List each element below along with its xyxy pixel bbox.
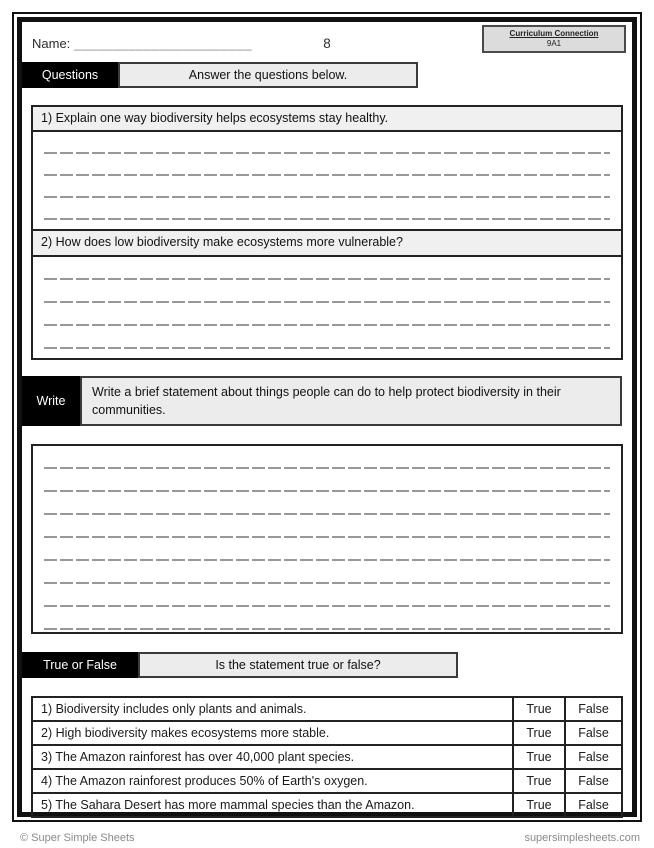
curriculum-code: 9A1 <box>546 39 562 48</box>
answer-line[interactable] <box>33 607 621 630</box>
curriculum-connection-box <box>482 25 626 53</box>
answer-line[interactable] <box>33 561 621 584</box>
answer-line[interactable] <box>33 132 621 154</box>
true-false-section-instruction: Is the statement true or false? <box>138 652 458 678</box>
copyright-text: © Super Simple Sheets <box>20 832 135 844</box>
answer-line[interactable] <box>33 257 621 280</box>
statement-3: 3) The Amazon rainforest has over 40,000 plant species. <box>32 745 513 769</box>
answer-line[interactable] <box>33 176 621 198</box>
worksheet <box>22 22 632 812</box>
false-option-2[interactable]: False <box>565 721 622 745</box>
true-false-section-band <box>22 652 632 678</box>
answer-line[interactable] <box>33 198 621 220</box>
question-2-answer-area[interactable] <box>33 257 621 358</box>
curriculum-title: Curriculum Connection <box>509 29 599 38</box>
statement-5: 5) The Sahara Desert has more mammal species than the Amazon. <box>32 793 513 817</box>
answer-line[interactable] <box>33 154 621 176</box>
page-number: 8 <box>323 35 331 51</box>
website-link: supersimplesheets.com <box>524 832 640 844</box>
false-option-1[interactable]: False <box>565 697 622 721</box>
true-option-3[interactable]: True <box>513 745 565 769</box>
answer-line[interactable] <box>33 515 621 538</box>
answer-line[interactable] <box>33 538 621 561</box>
answer-line[interactable] <box>33 326 621 349</box>
true-false-table <box>31 696 623 818</box>
true-option-2[interactable]: True <box>513 721 565 745</box>
false-option-4[interactable]: False <box>565 769 622 793</box>
questions-section-label: Questions <box>22 62 118 88</box>
page-footer <box>20 832 640 844</box>
questions-box <box>31 105 623 360</box>
table-row <box>32 769 622 793</box>
name-blank-line[interactable]: _______________________ <box>74 35 253 51</box>
false-option-5[interactable]: False <box>565 793 622 817</box>
true-option-5[interactable]: True <box>513 793 565 817</box>
table-row <box>32 721 622 745</box>
true-false-section-label: True or False <box>22 652 138 678</box>
answer-line[interactable] <box>33 492 621 515</box>
page-frame <box>12 12 642 822</box>
true-option-1[interactable]: True <box>513 697 565 721</box>
question-2-prompt: 2) How does low biodiversity make ecosystems more vulnerable? <box>33 229 621 256</box>
write-section-band <box>22 376 632 426</box>
table-row <box>32 697 622 721</box>
questions-section-band <box>22 62 632 88</box>
questions-section-instruction: Answer the questions below. <box>118 62 418 88</box>
write-section-instruction: Write a brief statement about things people can do to help protect biodiversity in their communities. <box>80 376 622 426</box>
answer-line[interactable] <box>33 584 621 607</box>
question-1-prompt: 1) Explain one way biodiversity helps ecosystems stay healthy. <box>33 107 621 132</box>
false-option-3[interactable]: False <box>565 745 622 769</box>
question-1-answer-area[interactable] <box>33 132 621 229</box>
answer-line[interactable] <box>33 280 621 303</box>
true-option-4[interactable]: True <box>513 769 565 793</box>
write-section-label: Write <box>22 376 80 426</box>
statement-4: 4) The Amazon rainforest produces 50% of Earth's oxygen. <box>32 769 513 793</box>
table-row <box>32 793 622 817</box>
answer-line[interactable] <box>33 469 621 492</box>
page-frame-inner <box>17 17 637 817</box>
header-row <box>22 28 632 58</box>
name-label: Name: <box>32 35 71 51</box>
statement-1: 1) Biodiversity includes only plants and animals. <box>32 697 513 721</box>
answer-line[interactable] <box>33 303 621 326</box>
statement-2: 2) High biodiversity makes ecosystems more stable. <box>32 721 513 745</box>
answer-line[interactable] <box>33 446 621 469</box>
table-row <box>32 745 622 769</box>
write-answer-box[interactable] <box>31 444 623 634</box>
